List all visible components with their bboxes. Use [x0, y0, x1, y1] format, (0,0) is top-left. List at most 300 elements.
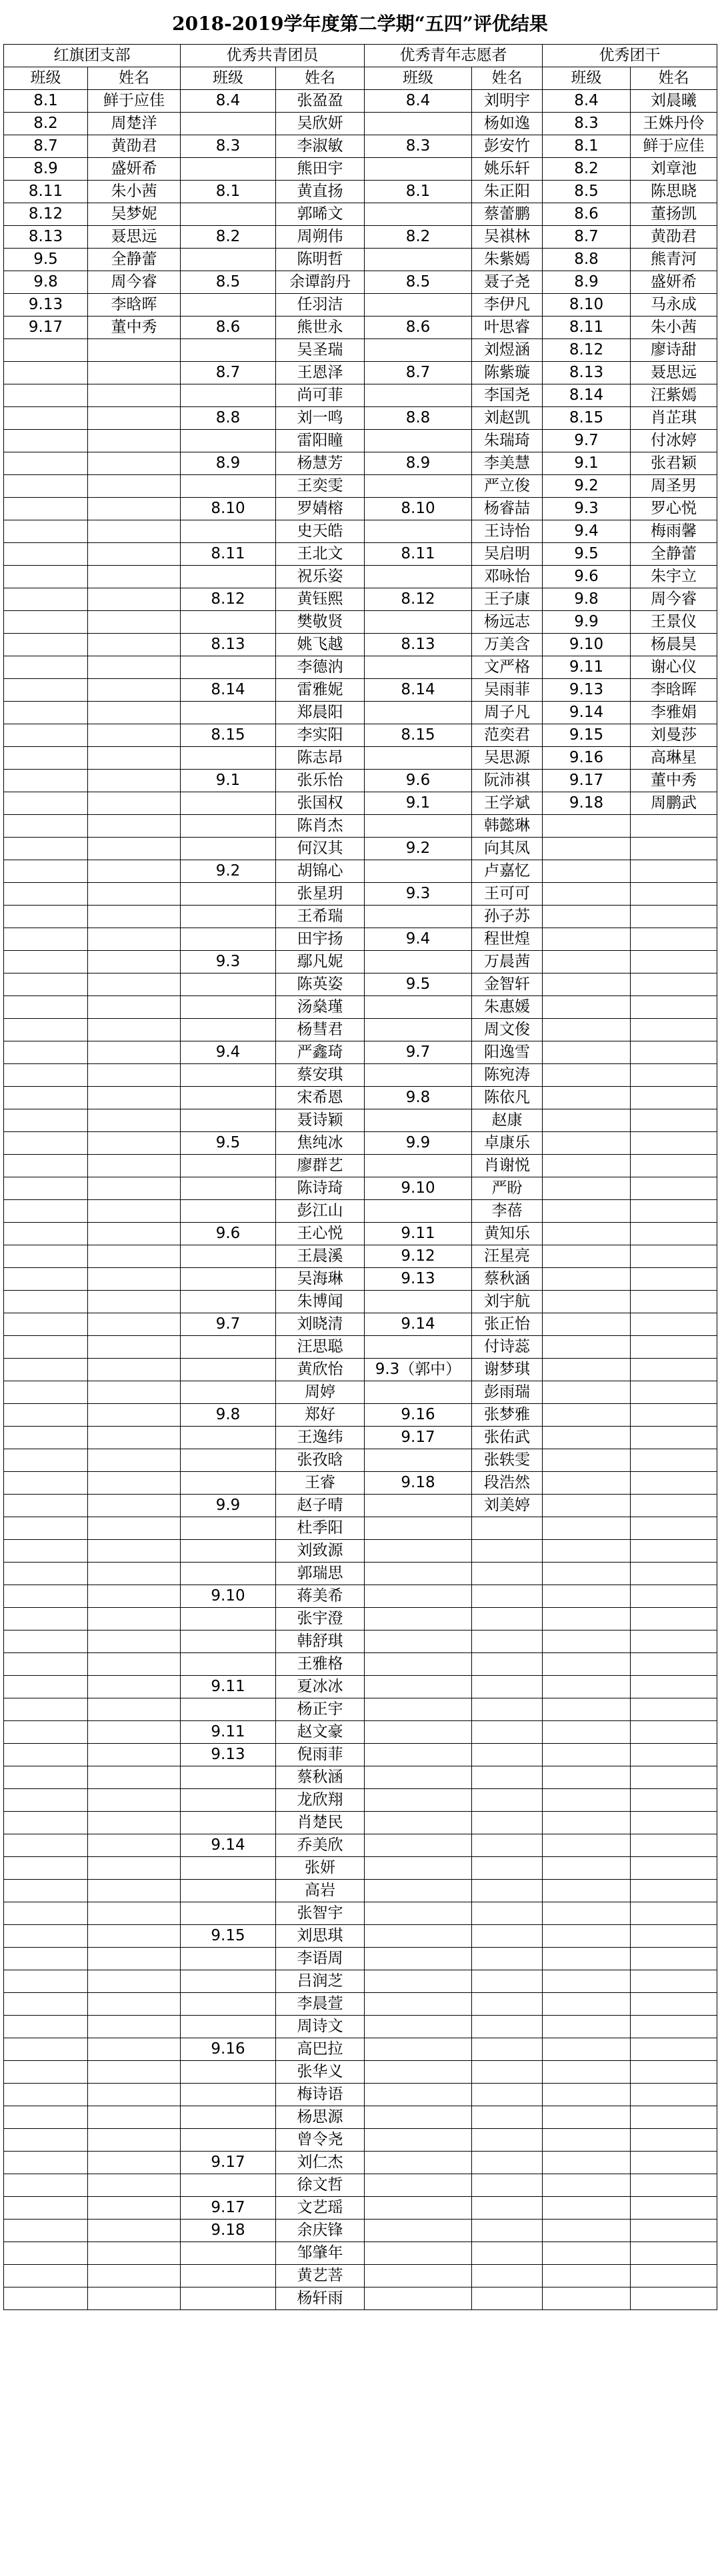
member-name-cell: 郭晞文 — [276, 203, 365, 226]
red-flag-class-cell — [4, 679, 88, 702]
volunteer-class-cell: 9.3 — [365, 883, 472, 906]
table-row — [4, 135, 717, 158]
volunteer-class-cell — [365, 2197, 472, 2220]
volunteer-class-cell — [365, 430, 472, 452]
cadre-name-cell — [631, 860, 717, 883]
table-row — [4, 815, 717, 838]
member-name-cell: 朱博闻 — [276, 1291, 365, 1313]
red-flag-name-cell — [88, 1676, 181, 1698]
red-flag-name-cell — [88, 1766, 181, 1789]
volunteer-class-cell — [365, 1608, 472, 1630]
volunteer-class-cell — [365, 1766, 472, 1789]
member-name-cell: 陈志昂 — [276, 747, 365, 770]
volunteer-class-cell: 9.2 — [365, 838, 472, 860]
volunteer-class-cell: 9.7 — [365, 1041, 472, 1064]
volunteer-name-cell: 刘煜涵 — [472, 339, 543, 362]
cadre-name-cell: 李晗晖 — [631, 679, 717, 702]
volunteer-name-cell: 张佑武 — [472, 1427, 543, 1449]
volunteer-class-cell: 9.13 — [365, 1268, 472, 1291]
table-body — [4, 45, 717, 2310]
volunteer-name-cell: 朱瑞琦 — [472, 430, 543, 452]
member-name-cell: 刘致源 — [276, 1540, 365, 1563]
table-row — [4, 90, 717, 113]
cadre-class-cell — [543, 2242, 631, 2265]
table-row — [4, 543, 717, 566]
cadre-name-cell — [631, 1834, 717, 1857]
red-flag-name-cell — [88, 611, 181, 634]
cadre-class-cell — [543, 1472, 631, 1495]
volunteer-class-cell: 8.2 — [365, 226, 472, 249]
red-flag-class-cell — [4, 2287, 88, 2310]
cadre-name-cell — [631, 1200, 717, 1223]
red-flag-name-cell — [88, 1177, 181, 1200]
member-name-cell: 韩舒琪 — [276, 1630, 365, 1653]
cadre-class-cell: 8.13 — [543, 362, 631, 384]
volunteer-class-cell — [365, 1880, 472, 1902]
volunteer-name-cell: 王子康 — [472, 588, 543, 611]
volunteer-class-cell — [365, 1744, 472, 1766]
red-flag-name-cell: 朱小茜 — [88, 181, 181, 203]
member-class-cell: 9.2 — [181, 860, 276, 883]
table-row — [4, 1585, 717, 1608]
cadre-class-cell — [543, 1427, 631, 1449]
cadre-name-cell — [631, 2106, 717, 2129]
cadre-name-cell: 朱小茜 — [631, 317, 717, 339]
volunteer-name-cell — [472, 1608, 543, 1630]
table-row — [4, 1789, 717, 1812]
cadre-class-cell: 9.6 — [543, 566, 631, 588]
cadre-name-cell: 付冰婷 — [631, 430, 717, 452]
cadre-name-cell: 熊青河 — [631, 249, 717, 271]
volunteer-class-cell — [365, 815, 472, 838]
table-row — [4, 2084, 717, 2106]
volunteer-class-cell: 8.8 — [365, 407, 472, 430]
member-name-cell: 吴欣妍 — [276, 113, 365, 135]
member-class-cell: 8.12 — [181, 588, 276, 611]
cadre-class-cell — [543, 1608, 631, 1630]
volunteer-name-cell: 卢嘉忆 — [472, 860, 543, 883]
volunteer-name-cell: 王诗怡 — [472, 520, 543, 543]
table-row — [4, 1970, 717, 1993]
cadre-name-cell — [631, 2265, 717, 2287]
red-flag-name-cell: 黄劭君 — [88, 135, 181, 158]
cadre-class-cell — [543, 1585, 631, 1608]
volunteer-name-cell: 金智轩 — [472, 973, 543, 996]
member-name-cell: 陈明哲 — [276, 249, 365, 271]
member-class-cell — [181, 520, 276, 543]
volunteer-name-cell — [472, 2038, 543, 2061]
red-flag-class-cell: 8.1 — [4, 90, 88, 113]
cadre-name-cell — [631, 1676, 717, 1698]
table-row — [4, 1155, 717, 1177]
cadre-class-cell: 9.2 — [543, 475, 631, 498]
volunteer-class-cell — [365, 1155, 472, 1177]
member-class-cell — [181, 1200, 276, 1223]
volunteer-name-cell: 吴思源 — [472, 747, 543, 770]
red-flag-name-cell: 聂思远 — [88, 226, 181, 249]
volunteer-name-cell — [472, 1948, 543, 1970]
volunteer-name-cell: 朱紫嫣 — [472, 249, 543, 271]
red-flag-name-cell — [88, 2197, 181, 2220]
member-name-cell: 杨彗君 — [276, 1019, 365, 1041]
red-flag-name-cell — [88, 1948, 181, 1970]
cadre-class-cell — [543, 1495, 631, 1517]
member-class-cell — [181, 1993, 276, 2016]
member-class-cell — [181, 747, 276, 770]
cadre-class-cell: 8.8 — [543, 249, 631, 271]
red-flag-name-cell — [88, 2061, 181, 2084]
table-row — [4, 928, 717, 951]
red-flag-class-cell — [4, 1336, 88, 1359]
cadre-class-cell: 9.11 — [543, 656, 631, 679]
volunteer-name-cell: 陈依凡 — [472, 1087, 543, 1109]
volunteer-name-cell: 蔡秋涵 — [472, 1268, 543, 1291]
red-flag-class-cell — [4, 1427, 88, 1449]
red-flag-name-cell — [88, 1993, 181, 2016]
cadre-name-cell — [631, 1041, 717, 1064]
cadre-name-cell — [631, 1177, 717, 1200]
member-name-cell: 张乐怡 — [276, 770, 365, 792]
table-row — [4, 1223, 717, 1245]
cadre-class-cell — [543, 2084, 631, 2106]
member-class-cell — [181, 1109, 276, 1132]
cadre-class-cell — [543, 1381, 631, 1404]
volunteer-name-cell: 陈紫璇 — [472, 362, 543, 384]
member-class-cell — [181, 1653, 276, 1676]
volunteer-class-cell: 9.1 — [365, 792, 472, 815]
cadre-name-cell — [631, 1132, 717, 1155]
volunteer-name-cell — [472, 1676, 543, 1698]
cadre-name-cell — [631, 951, 717, 973]
volunteer-class-cell — [365, 2220, 472, 2242]
cadre-name-cell: 王姝丹伶 — [631, 113, 717, 135]
table-row — [4, 203, 717, 226]
table-row — [4, 226, 717, 249]
table-row — [4, 566, 717, 588]
member-class-cell: 9.4 — [181, 1041, 276, 1064]
cadre-class-cell: 8.2 — [543, 158, 631, 181]
red-flag-name-cell — [88, 588, 181, 611]
category-header-excellent-member: 优秀共青团员 — [181, 45, 365, 67]
volunteer-class-cell: 9.9 — [365, 1132, 472, 1155]
red-flag-class-cell — [4, 384, 88, 407]
volunteer-class-cell — [365, 1200, 472, 1223]
member-class-cell — [181, 384, 276, 407]
red-flag-name-cell — [88, 1857, 181, 1880]
cadre-name-cell — [631, 838, 717, 860]
table-row — [4, 498, 717, 520]
volunteer-name-cell — [472, 2220, 543, 2242]
volunteer-class-cell — [365, 2152, 472, 2174]
red-flag-class-cell — [4, 951, 88, 973]
member-class-cell — [181, 883, 276, 906]
member-name-cell: 王奕雯 — [276, 475, 365, 498]
table-row — [4, 2197, 717, 2220]
cadre-class-cell — [543, 1834, 631, 1857]
member-class-cell — [181, 1880, 276, 1902]
red-flag-class-cell — [4, 1291, 88, 1313]
volunteer-name-cell: 严立俊 — [472, 475, 543, 498]
volunteer-class-cell — [365, 906, 472, 928]
member-class-cell — [181, 113, 276, 135]
volunteer-name-cell — [472, 2106, 543, 2129]
table-row — [4, 1993, 717, 2016]
cadre-class-cell — [543, 1132, 631, 1155]
volunteer-name-cell — [472, 1925, 543, 1948]
member-class-cell — [181, 1268, 276, 1291]
red-flag-class-cell — [4, 2265, 88, 2287]
volunteer-name-cell — [472, 2174, 543, 2197]
member-class-cell — [181, 339, 276, 362]
member-class-cell — [181, 1563, 276, 1585]
member-name-cell: 黄欣怡 — [276, 1359, 365, 1381]
red-flag-class-cell — [4, 588, 88, 611]
red-flag-class-cell — [4, 906, 88, 928]
red-flag-name-cell — [88, 747, 181, 770]
table-row — [4, 1313, 717, 1336]
cadre-name-cell — [631, 1109, 717, 1132]
cadre-name-cell: 刘晨曦 — [631, 90, 717, 113]
cadre-name-cell — [631, 1381, 717, 1404]
cadre-name-cell: 汪紫嫣 — [631, 384, 717, 407]
red-flag-class-cell — [4, 1245, 88, 1268]
member-name-cell: 宋希恩 — [276, 1087, 365, 1109]
cadre-class-cell: 9.4 — [543, 520, 631, 543]
red-flag-name-cell — [88, 2152, 181, 2174]
volunteer-class-cell — [365, 656, 472, 679]
red-flag-name-cell — [88, 973, 181, 996]
member-name-cell: 胡锦心 — [276, 860, 365, 883]
red-flag-name-cell — [88, 634, 181, 656]
cadre-name-cell — [631, 1902, 717, 1925]
red-flag-name-cell — [88, 452, 181, 475]
member-class-cell — [181, 249, 276, 271]
red-flag-class-cell — [4, 883, 88, 906]
cadre-name-cell — [631, 1268, 717, 1291]
red-flag-class-cell — [4, 1834, 88, 1857]
cadre-class-cell: 9.18 — [543, 792, 631, 815]
cadre-class-cell — [543, 1404, 631, 1427]
member-name-cell: 郑好 — [276, 1404, 365, 1427]
cadre-class-cell — [543, 1789, 631, 1812]
volunteer-name-cell: 肖谢悦 — [472, 1155, 543, 1177]
cadre-class-cell: 8.7 — [543, 226, 631, 249]
cadre-name-cell — [631, 1087, 717, 1109]
cadre-class-cell — [543, 2197, 631, 2220]
volunteer-class-cell — [365, 249, 472, 271]
red-flag-name-cell: 全静蕾 — [88, 249, 181, 271]
volunteer-name-cell: 蔡蕾鹏 — [472, 203, 543, 226]
red-flag-class-cell — [4, 747, 88, 770]
volunteer-class-cell — [365, 1540, 472, 1563]
volunteer-name-cell: 程世煌 — [472, 928, 543, 951]
red-flag-class-cell — [4, 634, 88, 656]
member-class-cell: 9.18 — [181, 2220, 276, 2242]
cadre-class-cell: 9.5 — [543, 543, 631, 566]
cadre-name-cell: 张君颖 — [631, 452, 717, 475]
cadre-class-cell: 8.14 — [543, 384, 631, 407]
volunteer-name-cell — [472, 1902, 543, 1925]
member-class-cell — [181, 2061, 276, 2084]
cadre-class-cell — [543, 1109, 631, 1132]
table-row — [4, 1041, 717, 1064]
member-name-cell: 杜季阳 — [276, 1517, 365, 1540]
member-name-cell: 曾令尧 — [276, 2129, 365, 2152]
red-flag-name-cell — [88, 1721, 181, 1744]
red-flag-class-cell — [4, 1585, 88, 1608]
red-flag-name-cell — [88, 2174, 181, 2197]
member-class-cell: 8.1 — [181, 181, 276, 203]
member-class-cell — [181, 2287, 276, 2310]
volunteer-name-cell: 叶思睿 — [472, 317, 543, 339]
volunteer-name-cell: 吴祺林 — [472, 226, 543, 249]
red-flag-class-cell — [4, 2106, 88, 2129]
member-class-cell — [181, 1608, 276, 1630]
member-name-cell: 杨正宇 — [276, 1698, 365, 1721]
table-row — [4, 2016, 717, 2038]
cadre-name-cell — [631, 1404, 717, 1427]
volunteer-class-cell — [365, 384, 472, 407]
member-class-cell: 9.15 — [181, 1925, 276, 1948]
cadre-name-cell: 陈思晓 — [631, 181, 717, 203]
red-flag-name-cell — [88, 1608, 181, 1630]
volunteer-class-cell: 9.12 — [365, 1245, 472, 1268]
cadre-name-cell — [631, 973, 717, 996]
cadre-name-cell: 梅雨馨 — [631, 520, 717, 543]
table-row — [4, 1721, 717, 1744]
cadre-name-cell: 全静蕾 — [631, 543, 717, 566]
volunteer-class-cell — [365, 1019, 472, 1041]
table-row — [4, 1540, 717, 1563]
member-name-cell: 李晨萱 — [276, 1993, 365, 2016]
table-row — [4, 656, 717, 679]
volunteer-class-cell: 8.3 — [365, 135, 472, 158]
red-flag-name-cell — [88, 951, 181, 973]
red-flag-class-cell — [4, 2242, 88, 2265]
red-flag-name-cell — [88, 860, 181, 883]
member-name-cell: 史天皓 — [276, 520, 365, 543]
awards-table — [3, 44, 717, 2310]
volunteer-name-cell: 韩懿琳 — [472, 815, 543, 838]
member-class-cell — [181, 475, 276, 498]
table-row — [4, 294, 717, 317]
red-flag-class-cell — [4, 1744, 88, 1766]
red-flag-name-cell — [88, 2038, 181, 2061]
volunteer-class-cell: 9.6 — [365, 770, 472, 792]
cadre-class-cell: 9.15 — [543, 724, 631, 747]
red-flag-class-cell — [4, 1880, 88, 1902]
volunteer-name-cell: 杨如逸 — [472, 113, 543, 135]
table-row — [4, 792, 717, 815]
table-row — [4, 2265, 717, 2287]
member-name-cell: 龙欣翔 — [276, 1789, 365, 1812]
cadre-class-cell — [543, 1359, 631, 1381]
red-flag-name-cell — [88, 1291, 181, 1313]
red-flag-class-cell — [4, 656, 88, 679]
volunteer-name-cell — [472, 1812, 543, 1834]
member-class-cell — [181, 792, 276, 815]
volunteer-name-cell — [472, 1834, 543, 1857]
member-name-cell: 刘仁杰 — [276, 2152, 365, 2174]
name-column-header: 姓名 — [631, 67, 717, 90]
cadre-name-cell — [631, 1563, 717, 1585]
volunteer-class-cell: 8.4 — [365, 90, 472, 113]
cadre-class-cell — [543, 973, 631, 996]
table-row — [4, 860, 717, 883]
member-class-cell — [181, 1812, 276, 1834]
red-flag-class-cell — [4, 1789, 88, 1812]
member-name-cell: 张宇澄 — [276, 1608, 365, 1630]
member-name-cell: 黄艺菩 — [276, 2265, 365, 2287]
red-flag-class-cell — [4, 1993, 88, 2016]
volunteer-class-cell — [365, 2242, 472, 2265]
cadre-name-cell — [631, 1019, 717, 1041]
cadre-name-cell — [631, 883, 717, 906]
cadre-name-cell: 李雅娟 — [631, 702, 717, 724]
red-flag-class-cell — [4, 1472, 88, 1495]
member-name-cell: 何汉其 — [276, 838, 365, 860]
member-class-cell — [181, 815, 276, 838]
red-flag-class-cell — [4, 1540, 88, 1563]
cadre-class-cell — [543, 1064, 631, 1087]
class-column-header: 班级 — [365, 67, 472, 90]
cadre-name-cell: 杨晨昊 — [631, 634, 717, 656]
red-flag-name-cell — [88, 1132, 181, 1155]
red-flag-name-cell — [88, 1902, 181, 1925]
cadre-name-cell — [631, 1313, 717, 1336]
table-row — [4, 1449, 717, 1472]
column-header-row — [4, 67, 717, 90]
red-flag-name-cell — [88, 1381, 181, 1404]
red-flag-class-cell — [4, 2220, 88, 2242]
volunteer-name-cell: 黄知乐 — [472, 1223, 543, 1245]
red-flag-class-cell — [4, 724, 88, 747]
red-flag-class-cell — [4, 1721, 88, 1744]
cadre-name-cell — [631, 1495, 717, 1517]
member-class-cell — [181, 1517, 276, 1540]
volunteer-name-cell: 段浩然 — [472, 1472, 543, 1495]
table-row — [4, 249, 717, 271]
table-row — [4, 906, 717, 928]
cadre-name-cell — [631, 1517, 717, 1540]
table-row — [4, 1880, 717, 1902]
table-row — [4, 1744, 717, 1766]
red-flag-class-cell — [4, 1766, 88, 1789]
volunteer-name-cell: 李国尧 — [472, 384, 543, 407]
cadre-name-cell — [631, 1245, 717, 1268]
table-row — [4, 362, 717, 384]
member-class-cell: 8.14 — [181, 679, 276, 702]
cadre-name-cell: 肖芷琪 — [631, 407, 717, 430]
member-class-cell — [181, 2242, 276, 2265]
red-flag-name-cell — [88, 1834, 181, 1857]
red-flag-name-cell — [88, 815, 181, 838]
red-flag-class-cell — [4, 1449, 88, 1472]
member-name-cell: 文艺瑶 — [276, 2197, 365, 2220]
cadre-name-cell — [631, 1291, 717, 1313]
red-flag-class-cell: 9.8 — [4, 271, 88, 294]
table-row — [4, 2220, 717, 2242]
cadre-name-cell — [631, 2287, 717, 2310]
member-name-cell: 吕润芝 — [276, 1970, 365, 1993]
table-row — [4, 634, 717, 656]
volunteer-name-cell: 刘美婷 — [472, 1495, 543, 1517]
red-flag-class-cell — [4, 815, 88, 838]
red-flag-name-cell: 董中秀 — [88, 317, 181, 339]
volunteer-name-cell — [472, 2129, 543, 2152]
volunteer-name-cell — [472, 2084, 543, 2106]
class-column-header: 班级 — [181, 67, 276, 90]
